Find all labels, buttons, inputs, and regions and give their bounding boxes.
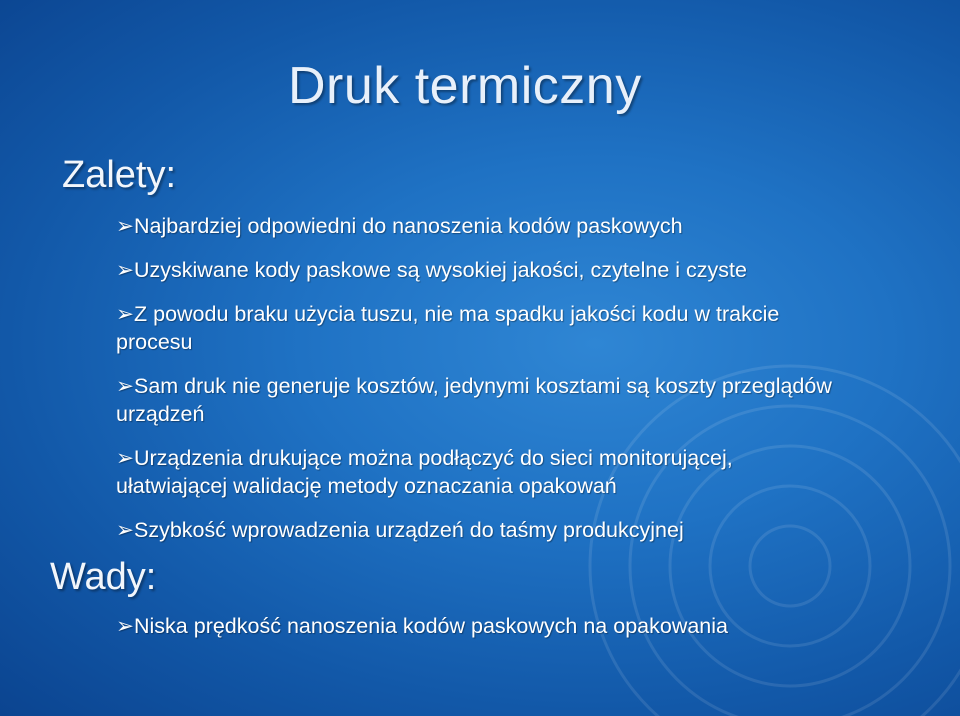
pros-list [116, 212, 836, 560]
list-item-text: Szybkość wprowadzenia urządzeń do taśmy produkcyjnej [134, 518, 684, 542]
list-item [116, 372, 836, 428]
arrow-bullet-icon: ➢ [116, 614, 135, 638]
arrow-bullet-icon: ➢ [116, 258, 135, 282]
arrow-bullet-icon: ➢ [116, 374, 135, 398]
arrow-bullet-icon: ➢ [116, 214, 135, 238]
list-item [116, 300, 836, 356]
arrow-bullet-icon: ➢ [116, 446, 135, 470]
list-item [116, 516, 836, 544]
list-item-text: Z powodu braku użycia tuszu, nie ma spadku jakości kodu w trakcie procesu [116, 302, 780, 354]
cons-heading: Wady: [50, 556, 157, 598]
list-item-text: Urządzenia drukujące można podłączyć do sieci monitorującej, ułatwiającej walidację metody oznaczania opakowań [116, 446, 733, 498]
pros-heading: Zalety: [62, 154, 177, 196]
list-item [116, 212, 836, 240]
list-item-text: Niska prędkość nanoszenia kodów paskowych na opakowania [134, 614, 728, 638]
list-item [116, 256, 836, 284]
list-item [116, 612, 836, 640]
cons-list [116, 612, 836, 640]
list-item-text: Najbardziej odpowiedni do nanoszenia kodów paskowych [134, 214, 683, 238]
slide-title: Druk termiczny [288, 57, 642, 115]
arrow-bullet-icon: ➢ [116, 518, 135, 542]
list-item-text: Sam druk nie generuje kosztów, jedynymi kosztami są koszty przeglądów urządzeń [116, 374, 832, 426]
list-item-text: Uzyskiwane kody paskowe są wysokiej jakości, czytelne i czyste [134, 258, 747, 282]
list-item [116, 444, 836, 500]
arrow-bullet-icon: ➢ [116, 302, 135, 326]
